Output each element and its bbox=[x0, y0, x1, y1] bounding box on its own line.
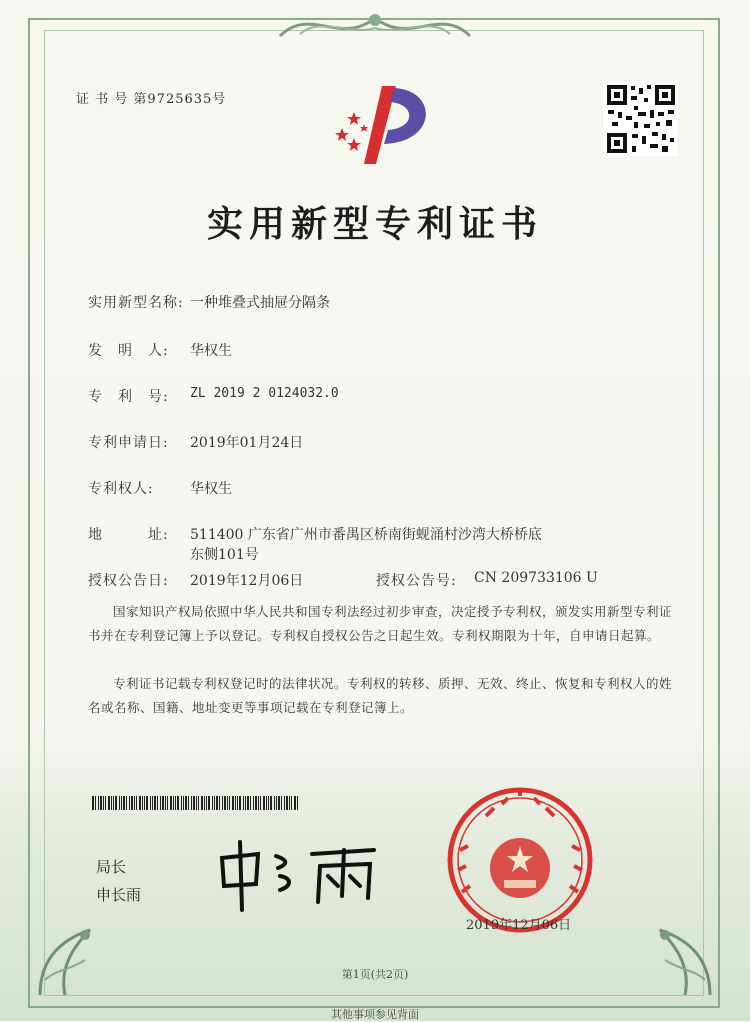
grant-date-value: 2019年12月06日 bbox=[190, 573, 304, 589]
legal-paragraph-2: 专利证书记载专利权登记时的法律状况。专利权的转移、质押、无效、终止、恢复和专利权人的姓名或名称、国籍、地址变更等事项记载在专利登记簿上。 bbox=[88, 676, 673, 715]
patent-office-logo bbox=[320, 80, 440, 170]
top-ornament bbox=[270, 6, 480, 46]
patent-number-value: ZL 2019 2 0124032.0 bbox=[190, 386, 339, 401]
grant-date-label: 授权公告日: bbox=[88, 573, 169, 589]
bottom-left-ornament bbox=[30, 900, 110, 1000]
grant-number-label: 授权公告号: bbox=[376, 573, 457, 589]
name-label: 实用新型名称: bbox=[88, 295, 184, 311]
handwritten-signature bbox=[214, 836, 384, 916]
director-name: 申长雨 bbox=[96, 886, 142, 904]
address-line-2: 东侧101号 bbox=[190, 547, 259, 563]
patent-number-label: 专 利 号: bbox=[88, 389, 169, 405]
inventor-label: 发 明 人: bbox=[88, 343, 169, 359]
name-value: 一种堆叠式抽屉分隔条 bbox=[190, 295, 330, 311]
official-seal bbox=[446, 786, 594, 934]
address-line-1: 511400 广东省广州市番禺区桥南街蚬涌村沙湾大桥桥底 bbox=[190, 527, 542, 543]
barcode bbox=[92, 796, 302, 810]
filing-date-label: 专利申请日: bbox=[88, 435, 169, 451]
patentee-label: 专利权人: bbox=[88, 481, 154, 497]
bottom-right-ornament bbox=[640, 900, 720, 1000]
patentee-value: 华权生 bbox=[190, 481, 232, 497]
inventor-value: 华权生 bbox=[190, 343, 232, 359]
grant-number-value: CN 209733106 U bbox=[474, 570, 598, 586]
certificate-number: 证 书 号 第9725635号 bbox=[76, 92, 227, 107]
qr-code bbox=[604, 82, 678, 156]
director-title: 局长 bbox=[96, 858, 127, 876]
legal-paragraph-1: 国家知识产权局依照中华人民共和国专利法经过初步审查，决定授予专利权，颁发实用新型专利证书并在专利登记簿上予以登记。专利权自授权公告之日起生效。专利权期限为十年，自申请日起算。 bbox=[88, 604, 673, 643]
filing-date-value: 2019年01月24日 bbox=[190, 435, 304, 451]
address-label: 地 址: bbox=[88, 527, 169, 543]
footer-note: 其他事项参见背面 bbox=[331, 1008, 419, 1021]
page-indicator: 第1页(共2页) bbox=[341, 968, 409, 981]
certificate-title: 实用新型专利证书 bbox=[206, 204, 543, 245]
seal-date: 2019年12月06日 bbox=[466, 918, 572, 933]
